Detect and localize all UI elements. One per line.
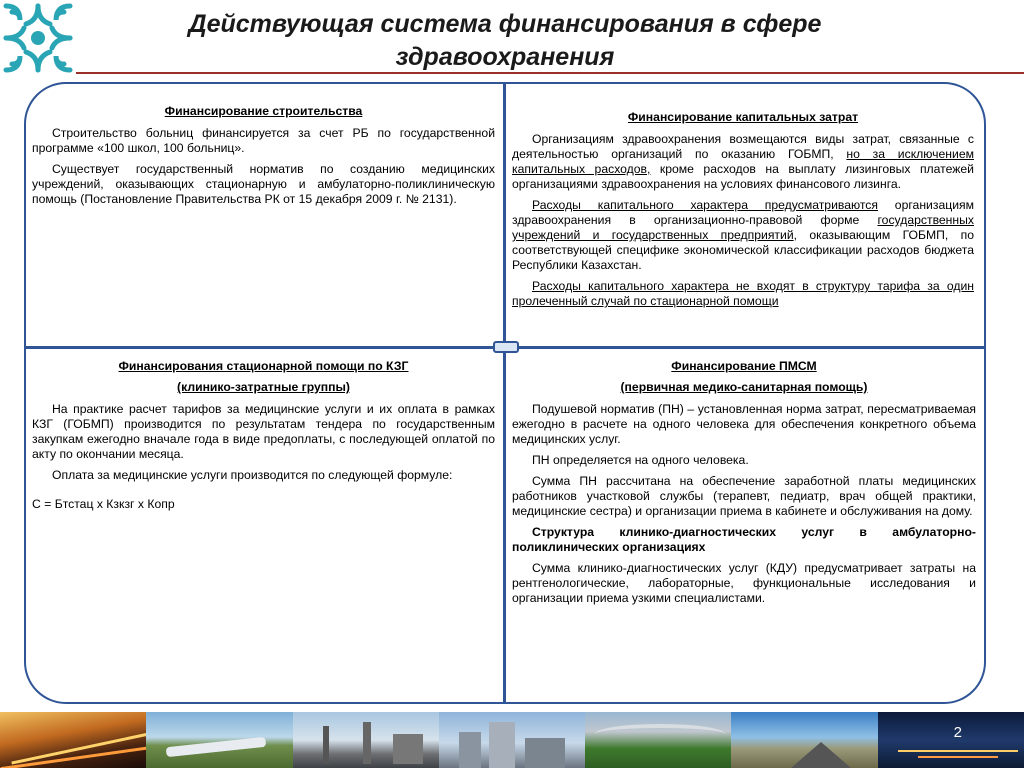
divider-knob-icon xyxy=(493,341,519,353)
underlined-text: но за исключением капитальных расходов, xyxy=(512,147,974,176)
text-run: кроме расходов на выплату лизинговых платежей организациями здравоохранения на условиях финансового лизинга. xyxy=(512,162,974,191)
ornament-logo-icon xyxy=(0,0,76,76)
night-city-photo xyxy=(878,712,1024,768)
text-run: организациям здравоохранения в организационно-правовой форме xyxy=(512,198,974,227)
panel-construction-financing xyxy=(32,104,495,213)
city-buildings-photo xyxy=(439,712,585,768)
slide-number: 2 xyxy=(953,724,962,741)
footer-photo-strip xyxy=(0,712,1024,768)
panel-heading: Финансирование капитальных затрат xyxy=(627,110,859,124)
title-divider xyxy=(76,72,1024,74)
text-run: Организациям здравоохранения возмещаются виды затрат, связанные с деятельностью организаций по оказанию ГОБМП, xyxy=(512,132,974,161)
panel-subheading: (первичная медико-санитарная помощь) xyxy=(620,380,868,394)
panel-paragraph: Строительство больниц финансируется за счет РБ по государственной программе «100 школ, 100 больниц». xyxy=(32,126,495,155)
panel-paragraph: Существует государственный норматив по созданию медицинских учреждений, оказывающих стационарную и амбулаторно-поликлиническую помощь (Постановление Правительства РК от 15 декабря 2009 г. № 2131). xyxy=(32,162,495,206)
panel-subheading: (клинико-затратные группы) xyxy=(177,380,350,394)
panel-paragraph: Сумма ПН рассчитана на обеспечение заработной платы медицинских работников участковой службы (терапевт, педиатр, врач общей практики, медицинские сестра) и организации приема в кабинете и обслуживания на дому. xyxy=(512,474,976,518)
panel-inpatient-financing xyxy=(32,359,495,518)
panel-paragraph: Оплата за медицинские услуги производится по следующей формуле: xyxy=(52,468,453,482)
panel-paragraph: Сумма клинико-диагностических услуг (КДУ) предусматривает затраты на рентгенологические, лабораторные, функциональные исследования и организации приема узкими специалистами. xyxy=(512,561,976,605)
underlined-text: государственных учреждений и государственных предприятий xyxy=(512,213,974,242)
panel-primary-care-financing xyxy=(512,359,976,612)
panel-heading: Финансирование ПМСМ xyxy=(671,359,817,373)
train-photo xyxy=(146,712,292,768)
panel-paragraph-bold: Структура клинико-диагностических услуг в амбулаторно-поликлинических организациях xyxy=(512,525,976,554)
panel-paragraph xyxy=(512,198,974,273)
road-field-photo xyxy=(731,712,877,768)
industrial-plant-photo xyxy=(293,712,439,768)
panel-paragraph: ПН определяется на одного человека. xyxy=(532,453,749,467)
vertical-divider xyxy=(503,82,506,704)
panel-heading: Финансирования стационарной помощи по КЗГ xyxy=(118,359,409,373)
night-highway-photo xyxy=(0,712,146,768)
panel-paragraph: На практике расчет тарифов за медицинские услуги и их оплата в рамках КЗГ (ГОБМП) производится по результатам тендера по государственным закупкам ежегодно вначале года в виде предоплаты, с последующей оплатой по акту по окончании месяца. xyxy=(32,402,495,461)
panel-capital-costs xyxy=(512,110,974,315)
panel-paragraph xyxy=(512,132,974,192)
stadium-photo xyxy=(585,712,731,768)
panel-paragraph xyxy=(512,279,974,309)
page-title: Действующая система финансирования в сфере здравоохранения xyxy=(188,10,822,71)
panel-heading: Финансирование строительства xyxy=(164,104,363,118)
panel-paragraph: Подушевой норматив (ПН) – установленная норма затрат, пересматриваемая ежегодно в расчете на одного человека для обеспечения конкретного объема медицинских услуг. xyxy=(512,402,976,446)
text-run: , оказывающим ГОБМП, по соответствующей специфике экономической классификации расходов бюджета Республики Казахстан. xyxy=(512,228,974,272)
formula-text: С = Бтстац х Кзкзг х Копр xyxy=(32,497,175,511)
underlined-text: Расходы капитального характера не входят в структуру тарифа за один пролеченный случай по стационарной помощи xyxy=(512,279,974,308)
underlined-text: Расходы капитального характера предусматриваются xyxy=(532,198,879,212)
